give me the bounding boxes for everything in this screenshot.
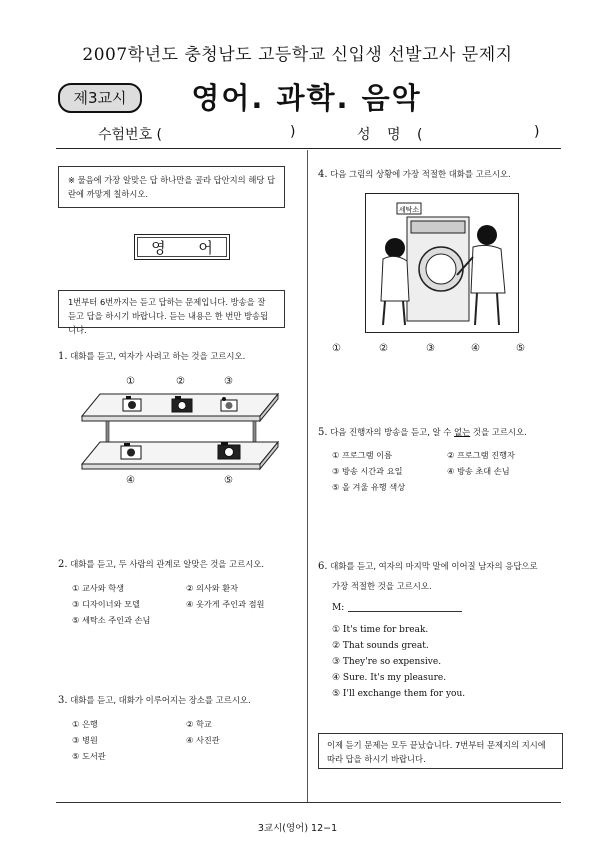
laundry-scene-illustration bbox=[365, 193, 519, 333]
question-number: 4. bbox=[318, 169, 328, 180]
q4-choice-5: ⑤ bbox=[516, 343, 525, 354]
exam-title: 2007학년도 충청남도 고등학교 신입생 선발고사 문제지 bbox=[82, 45, 513, 65]
q4-choice-1: ① bbox=[332, 343, 341, 354]
question-text-post: 것을 고르시오. bbox=[470, 427, 527, 437]
q6-option-1: ① It's time for break. bbox=[332, 625, 429, 635]
q5-option-5: ⑤ 올 겨울 유행 색상 bbox=[332, 482, 406, 492]
q1-label-3: ③ bbox=[224, 376, 233, 387]
q2-option-5: ⑤ 세탁소 주인과 손님 bbox=[72, 615, 151, 625]
q2-option-3: ③ 디자이너와 모델 bbox=[72, 599, 140, 609]
question-6 bbox=[318, 560, 568, 573]
question-number: 6. bbox=[318, 561, 328, 572]
question-text: 대화를 듣고, 대화가 이루어지는 장소를 고르시오. bbox=[70, 695, 251, 705]
general-instruction-box: ※ 물음에 가장 알맞은 답 하나만을 골라 답안지의 해당 답란에 까맣게 칠하시오. bbox=[58, 166, 285, 208]
name-label: 성 명 ( bbox=[357, 127, 429, 143]
listening-end-note: 이제 듣기 문제는 모두 끝났습니다. 7번부터 문제지의 지시에 따라 답을 하시기 바랍니다. bbox=[318, 733, 563, 769]
question-4 bbox=[318, 168, 563, 181]
exam-number-label: 수험번호 ( bbox=[98, 127, 163, 143]
q6-speaker: M: bbox=[332, 603, 345, 613]
q6-option-2: ② That sounds great. bbox=[332, 641, 429, 651]
section-label-english: 영 어 bbox=[134, 234, 230, 260]
footer-rule bbox=[56, 802, 561, 803]
column-divider bbox=[307, 150, 308, 802]
question-5 bbox=[318, 426, 563, 439]
question-1 bbox=[58, 350, 298, 363]
page-footer: 3교시(영어) 12−1 bbox=[257, 823, 338, 834]
question-text-emphasis: 없는 bbox=[454, 427, 471, 437]
exam-number-close: ) bbox=[290, 124, 296, 140]
q3-option-5: ⑤ 도서관 bbox=[72, 751, 106, 761]
q1-label-1: ① bbox=[126, 376, 135, 387]
q5-option-2: ② 프로그램 진행자 bbox=[447, 450, 515, 460]
q3-option-3: ③ 병원 bbox=[72, 735, 98, 745]
q6-option-5: ⑤ I'll exchange them for you. bbox=[332, 689, 466, 699]
header-rule bbox=[56, 148, 561, 149]
question-text: 다음 그림의 상황에 가장 적절한 대화를 고르시오. bbox=[330, 169, 511, 179]
q6-option-4: ④ Sure. It's my pleasure. bbox=[332, 673, 447, 683]
question-text: 대화를 듣고, 두 사람의 관계로 알맞은 것을 고르시오. bbox=[70, 559, 265, 569]
q2-option-2: ② 의사와 환자 bbox=[186, 583, 239, 593]
q4-choice-4: ④ bbox=[471, 343, 480, 354]
shelf-cameras-illustration bbox=[78, 390, 290, 478]
q3-option-2: ② 학교 bbox=[186, 719, 212, 729]
question-3 bbox=[58, 694, 298, 707]
q3-option-4: ④ 사진관 bbox=[186, 735, 220, 745]
q1-label-2: ② bbox=[176, 376, 185, 387]
q3-option-1: ① 은행 bbox=[72, 719, 98, 729]
question-number: 3. bbox=[58, 695, 68, 706]
question-text-line1: 대화를 듣고, 여자의 마지막 말에 이어질 남자의 응답으로 bbox=[330, 561, 538, 571]
laundry-sign-text: 세탁소 bbox=[398, 206, 420, 214]
question-6-line2: 가장 적절한 것을 고르시오. bbox=[332, 581, 432, 591]
camera-icon bbox=[218, 442, 240, 459]
q5-option-1: ① 프로그램 이름 bbox=[332, 450, 392, 460]
q5-option-3: ③ 방송 시간과 요일 bbox=[332, 466, 403, 476]
q1-label-4: ④ bbox=[126, 475, 135, 486]
q4-choice-3: ③ bbox=[426, 343, 435, 354]
subject-title: 영어. 과학. 음악 bbox=[191, 81, 422, 115]
question-number: 2. bbox=[58, 559, 68, 570]
name-close: ) bbox=[534, 124, 540, 140]
q1-label-5: ⑤ bbox=[224, 475, 233, 486]
period-badge: 제3교시 bbox=[58, 83, 142, 113]
question-number: 1. bbox=[58, 351, 68, 362]
question-2 bbox=[58, 558, 298, 571]
question-number: 5. bbox=[318, 427, 328, 438]
q6-answer-blank bbox=[348, 611, 462, 612]
question-text: 대화를 듣고, 여자가 사려고 하는 것을 고르시오. bbox=[70, 351, 246, 361]
q5-option-4: ④ 방송 초대 손님 bbox=[447, 466, 510, 476]
q2-option-4: ④ 옷가게 주인과 점원 bbox=[186, 599, 265, 609]
q6-option-3: ③ They're so expensive. bbox=[332, 657, 442, 667]
q4-choice-2: ② bbox=[379, 343, 388, 354]
question-text-pre: 다음 진행자의 방송을 듣고, 알 수 bbox=[330, 427, 455, 437]
listening-instruction-box: 1번부터 6번까지는 듣고 답하는 문제입니다. 방송을 잘 듣고 답을 하시기 바랍니다. 듣는 내용은 한 번만 방송됩니다. bbox=[58, 290, 285, 328]
q2-option-1: ① 교사와 학생 bbox=[72, 583, 125, 593]
